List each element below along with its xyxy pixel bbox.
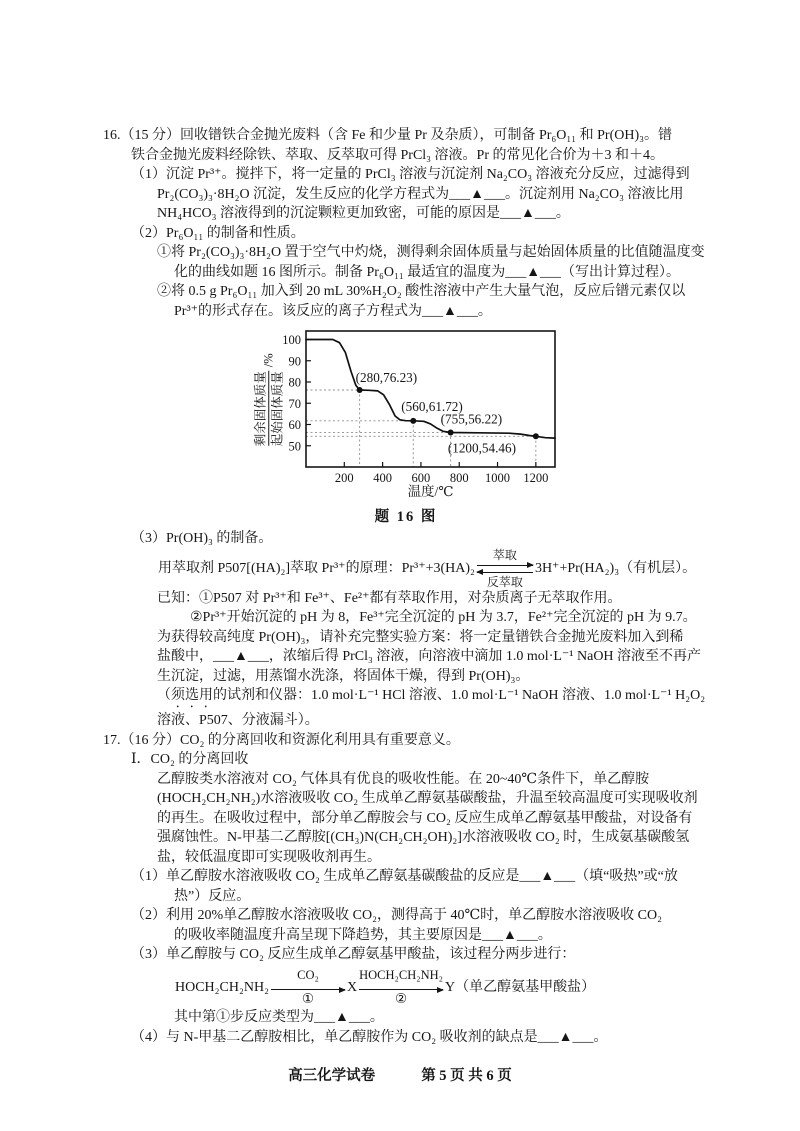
principle-prefix: 用萃取剂 P507[(HA)₂]萃取 Pr³⁺的原理：Pr³⁺+3(HA)₂ [158, 560, 475, 576]
y-label-denominator: 起始固体质量 [270, 371, 285, 447]
q16-known-line-1: 已知：①P507 对 Pr³⁺和 Fe³⁺、Fe²⁺都有萃取作用，对杂质离子无萃取作用。 [157, 590, 622, 606]
q16-reagents-note-line-1 [157, 686, 800, 711]
note-emphasized: 须选用 [171, 688, 213, 704]
chart-caption: 题 16 图 [374, 508, 438, 525]
arrow-right-icon [271, 983, 345, 990]
q17-part1-line-2: 热”）反应。 [174, 888, 251, 904]
reversible-arrows [477, 549, 533, 589]
q16-part1-line-2: Pr₂(CO₃)₃·8H₂O 沉淀，发生反应的化学方程式为___▲___。沉淀剂用 Na₂CO₃ 溶液比用 [157, 186, 684, 202]
forward-arrow-icon [477, 565, 533, 566]
q16-scheme-line-3: 生沉淀，过滤，用蒸馏水洗涤，将固体干燥，得到 Pr(OH)₃。 [157, 668, 530, 684]
data-point-label: (755,56.22) [440, 411, 503, 427]
tg-curve-plot [251, 327, 561, 499]
y-tick-label: 90 [288, 354, 301, 369]
scheme-reactant: HOCH₂CH₂NH₂ [175, 979, 269, 995]
x-tick-label: 400 [373, 471, 392, 485]
y-tick-label: 50 [288, 439, 301, 454]
q17-part2-line-1: （2）利用 20%单乙醇胺水溶液吸收 CO₂，测得高于 40℃时，单乙醇胺水溶液吸收 CO₂ [131, 908, 662, 924]
step1-arrow [271, 969, 345, 1007]
q17-intro-line-3: 的再生。在吸收过程中，部分单乙醇胺会与 CO₂ 反应生成单乙醇氨基甲酸盐，对设备有 [157, 810, 693, 826]
page-footer [103, 1067, 697, 1087]
q16-reagents-note-line-2: 溶液、P507、分液漏斗）。 [157, 713, 319, 729]
footer-doc-title: 高三化学试卷 [288, 1068, 376, 1085]
q16-line-2: 铁合金抛光废料经除铁、萃取、反萃取可得 PrCl₃ 溶液。Pr 的常见化合价为＋3 和＋4。 [131, 147, 665, 163]
q17-part4-line-1: （4）与 N-甲基二乙醇胺相比，单乙醇胺作为 CO₂ 吸收剂的缺点是___▲___。 [131, 1029, 608, 1045]
data-point-label: (560,61.72) [401, 398, 463, 414]
data-point-marker [533, 433, 539, 439]
q17-section1-title: Ⅰ．CO₂ 的分离回收 [131, 752, 249, 768]
q16-part2-title: （2）Pr₆O₁₁ 的制备和性质。 [131, 225, 305, 241]
q16-known-line-2: ②Pr³⁺开始沉淀的 pH 为 8，Fe³⁺完全沉淀的 pH 为 3.7，Fe²⁺完全沉淀的 pH 为 9.7。 [190, 610, 697, 626]
x-tick-label: 1200 [523, 471, 549, 485]
q16-part2-step1-line-2: 化的曲线如题 16 图所示。制备 Pr₆O₁₁ 最适宜的温度为___▲___（写出计算过程）。 [174, 264, 681, 280]
x-tick-label: 1000 [485, 471, 511, 485]
x-tick-label: 600 [411, 471, 431, 485]
q16-part2-step2-line-1: ②将 0.5 g Pr₆O₁₁ 加入到 20 mL 30%H₂O₂ 酸性溶液中产生大量气泡，反应后镨元素仅以 [157, 284, 686, 299]
note-open: （ [157, 688, 171, 704]
q17-part2-line-2: 的吸收率随温度升高呈现下降趋势，其主要原因是___▲___。 [174, 927, 552, 943]
data-point-label: (280,76.23) [355, 370, 418, 386]
y-tick-label: 100 [282, 333, 301, 347]
q16-scheme-line-2: 盐酸中，___▲___，浓缩后得 PrCl₃ 溶液，向溶液中滴加 1.0 mol·L⁻¹ NaOH 溶液至不再产 [157, 649, 702, 665]
q17-intro-line-2: (HOCH₂CH₂NH₂)水溶液吸收 CO₂ 生成单乙醇氨基碳酸盐，升温至较高温度可实现吸收剂 [157, 791, 698, 807]
footer-page-number: 第 5 页 共 6 页 [421, 1068, 512, 1085]
x-tick-label: 200 [334, 471, 354, 485]
q16-part2-step1-line-1: ①将 Pr₂(CO₃)₃·8H₂O 置于空气中灼烧，测得剩余固体质量与起始固体质量的比值随温度变 [157, 245, 705, 260]
x-axis-label: 温度/℃ [407, 484, 454, 499]
forward-arrow-label: 萃取 [492, 547, 517, 562]
data-point-marker [448, 430, 454, 436]
y-tick-label: 60 [288, 418, 301, 432]
q17-intro-line-5: 盐，较低温度即可实现吸收剂再生。 [157, 849, 381, 865]
tg-curve [306, 340, 555, 439]
q17-part3-line-1: （3）单乙醇胺与 CO₂ 反应生成单乙醇氨基甲酸盐，该过程分两步进行： [131, 947, 576, 963]
data-point-marker [357, 387, 363, 393]
q17-part1-line-1: （1）单乙醇胺水溶液吸收 CO₂ 生成单乙醇氨基碳酸盐的反应是___▲___（填“吸热”或“放 [131, 869, 678, 885]
q17-part3-line-2: 其中第①步反应类型为___▲___。 [174, 1010, 384, 1026]
q16-scheme-line-1: 为获得较高纯度 Pr(OH)₃，请补充完整实验方案：将一定量镨铁合金抛光废料加入到稀 [157, 629, 684, 645]
arrow-right-icon [359, 983, 443, 990]
data-point-marker [410, 418, 416, 424]
reverse-arrow-icon [477, 572, 533, 573]
step2-arrow [359, 969, 443, 1007]
step2-number-label: ② [395, 990, 408, 1006]
y-label-unit: /% [261, 353, 276, 368]
tg-analysis-chart [251, 327, 561, 527]
y-axis-fraction [252, 371, 286, 446]
q16-part3-title: （3）Pr(OH)₃ 的制备。 [131, 531, 273, 546]
question-17 [103, 731, 800, 1048]
principle-suffix: 3H⁺+Pr(HA₂)₃（有机层）。 [534, 560, 697, 576]
extraction-principle-equation [157, 549, 800, 589]
reaction-scheme [174, 969, 800, 1007]
q16-part2-step2-line-2: Pr³⁺的形式存在。该反应的离子方程式为___▲___。 [174, 303, 492, 319]
chart-y-axis-label [252, 316, 286, 484]
scheme-product: Y（单乙醇氨基甲酸盐） [445, 979, 596, 995]
q17-intro-line-1: 乙醇胺类水溶液对 CO₂ 气体具有优良的吸收性能。在 20~40℃条件下，单乙醇胺 [157, 771, 650, 787]
step2-reagent-label: HOCH₂CH₂NH₂ [359, 967, 444, 982]
step1-reagent-label: CO₂ [297, 967, 319, 982]
y-tick-label: 70 [288, 396, 301, 411]
data-point-label: (1200,54.46) [447, 440, 516, 456]
q16-part1-line-3: NH₄HCO₃ 溶液得到的沉淀颗粒更加致密，可能的原因是___▲___。 [157, 206, 570, 221]
reverse-arrow-label: 反萃取 [486, 574, 523, 589]
question-16 [103, 126, 800, 731]
q16-line-1: 16.（15 分）回收镨铁合金抛光废料（含 Fe 和少量 Pr 及杂质），可制备 Pr₆O₁₁ 和 Pr(OH)₃。镨 [103, 128, 673, 143]
y-tick-label: 80 [288, 375, 301, 390]
scheme-intermediate: X [346, 979, 358, 995]
x-tick-label: 800 [449, 471, 469, 485]
q17-line-1: 17.（16 分）CO₂ 的分离回收和资源化利用具有重要意义。 [103, 732, 460, 748]
q16-part1-line-1: （1）沉淀 Pr³⁺。搅拌下，将一定量的 PrCl₃ 溶液与沉淀剂 Na₂CO₃ 溶液充分反应，过滤得到 [131, 167, 690, 182]
q17-intro-line-4: 强腐蚀性。N-甲基二乙醇胺[(CH₃)N(CH₂CH₂OH)₂]水溶液吸收 CO₂ 时，生成氨基碳酸氢 [157, 830, 690, 846]
note-rest: 的试剂和仪器：1.0 mol·L⁻¹ HCl 溶液、1.0 mol·L⁻¹ NaOH 溶液、1.0 mol·L⁻¹ H₂O₂ [213, 688, 706, 704]
step1-number-label: ① [301, 990, 315, 1006]
y-label-numerator: 剩余固体质量 [253, 371, 268, 447]
